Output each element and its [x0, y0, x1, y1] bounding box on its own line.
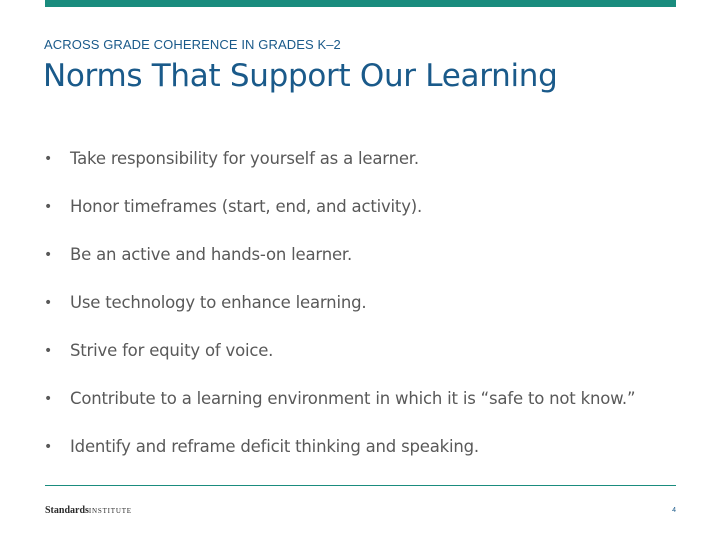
- list-item-text: Contribute to a learning environment in which it is “safe to not know.”: [70, 389, 636, 408]
- bullet-marker: •: [44, 247, 53, 263]
- list-item-text: Be an active and hands-on learner.: [70, 245, 353, 264]
- list-item-text: Honor timeframes (start, end, and activity).: [70, 197, 423, 216]
- bullet-marker: •: [44, 199, 53, 215]
- section-subtitle: ACROSS GRADE COHERENCE IN GRADES K–2: [44, 37, 341, 52]
- bullet-marker: •: [44, 343, 53, 359]
- list-item-text: Take responsibility for yourself as a learner.: [70, 149, 419, 168]
- top-accent-bar: [45, 0, 676, 7]
- standards-institute-logo: [45, 505, 132, 516]
- list-item-text: Identify and reframe deficit thinking and speaking.: [70, 437, 479, 456]
- logo-wordmark: Standards: [45, 505, 89, 516]
- slide-title: Norms That Support Our Learning: [43, 58, 558, 94]
- bullet-marker: •: [44, 295, 53, 311]
- page-number: 4: [672, 507, 676, 514]
- list-item-text: Strive for equity of voice.: [70, 341, 274, 360]
- bullet-marker: •: [44, 151, 53, 167]
- bullet-marker: •: [44, 439, 53, 455]
- bullet-marker: •: [44, 391, 53, 407]
- list-item-text: Use technology to enhance learning.: [70, 293, 367, 312]
- footer-divider: [45, 485, 676, 486]
- logo-subtext: INSTITUTE: [88, 507, 132, 515]
